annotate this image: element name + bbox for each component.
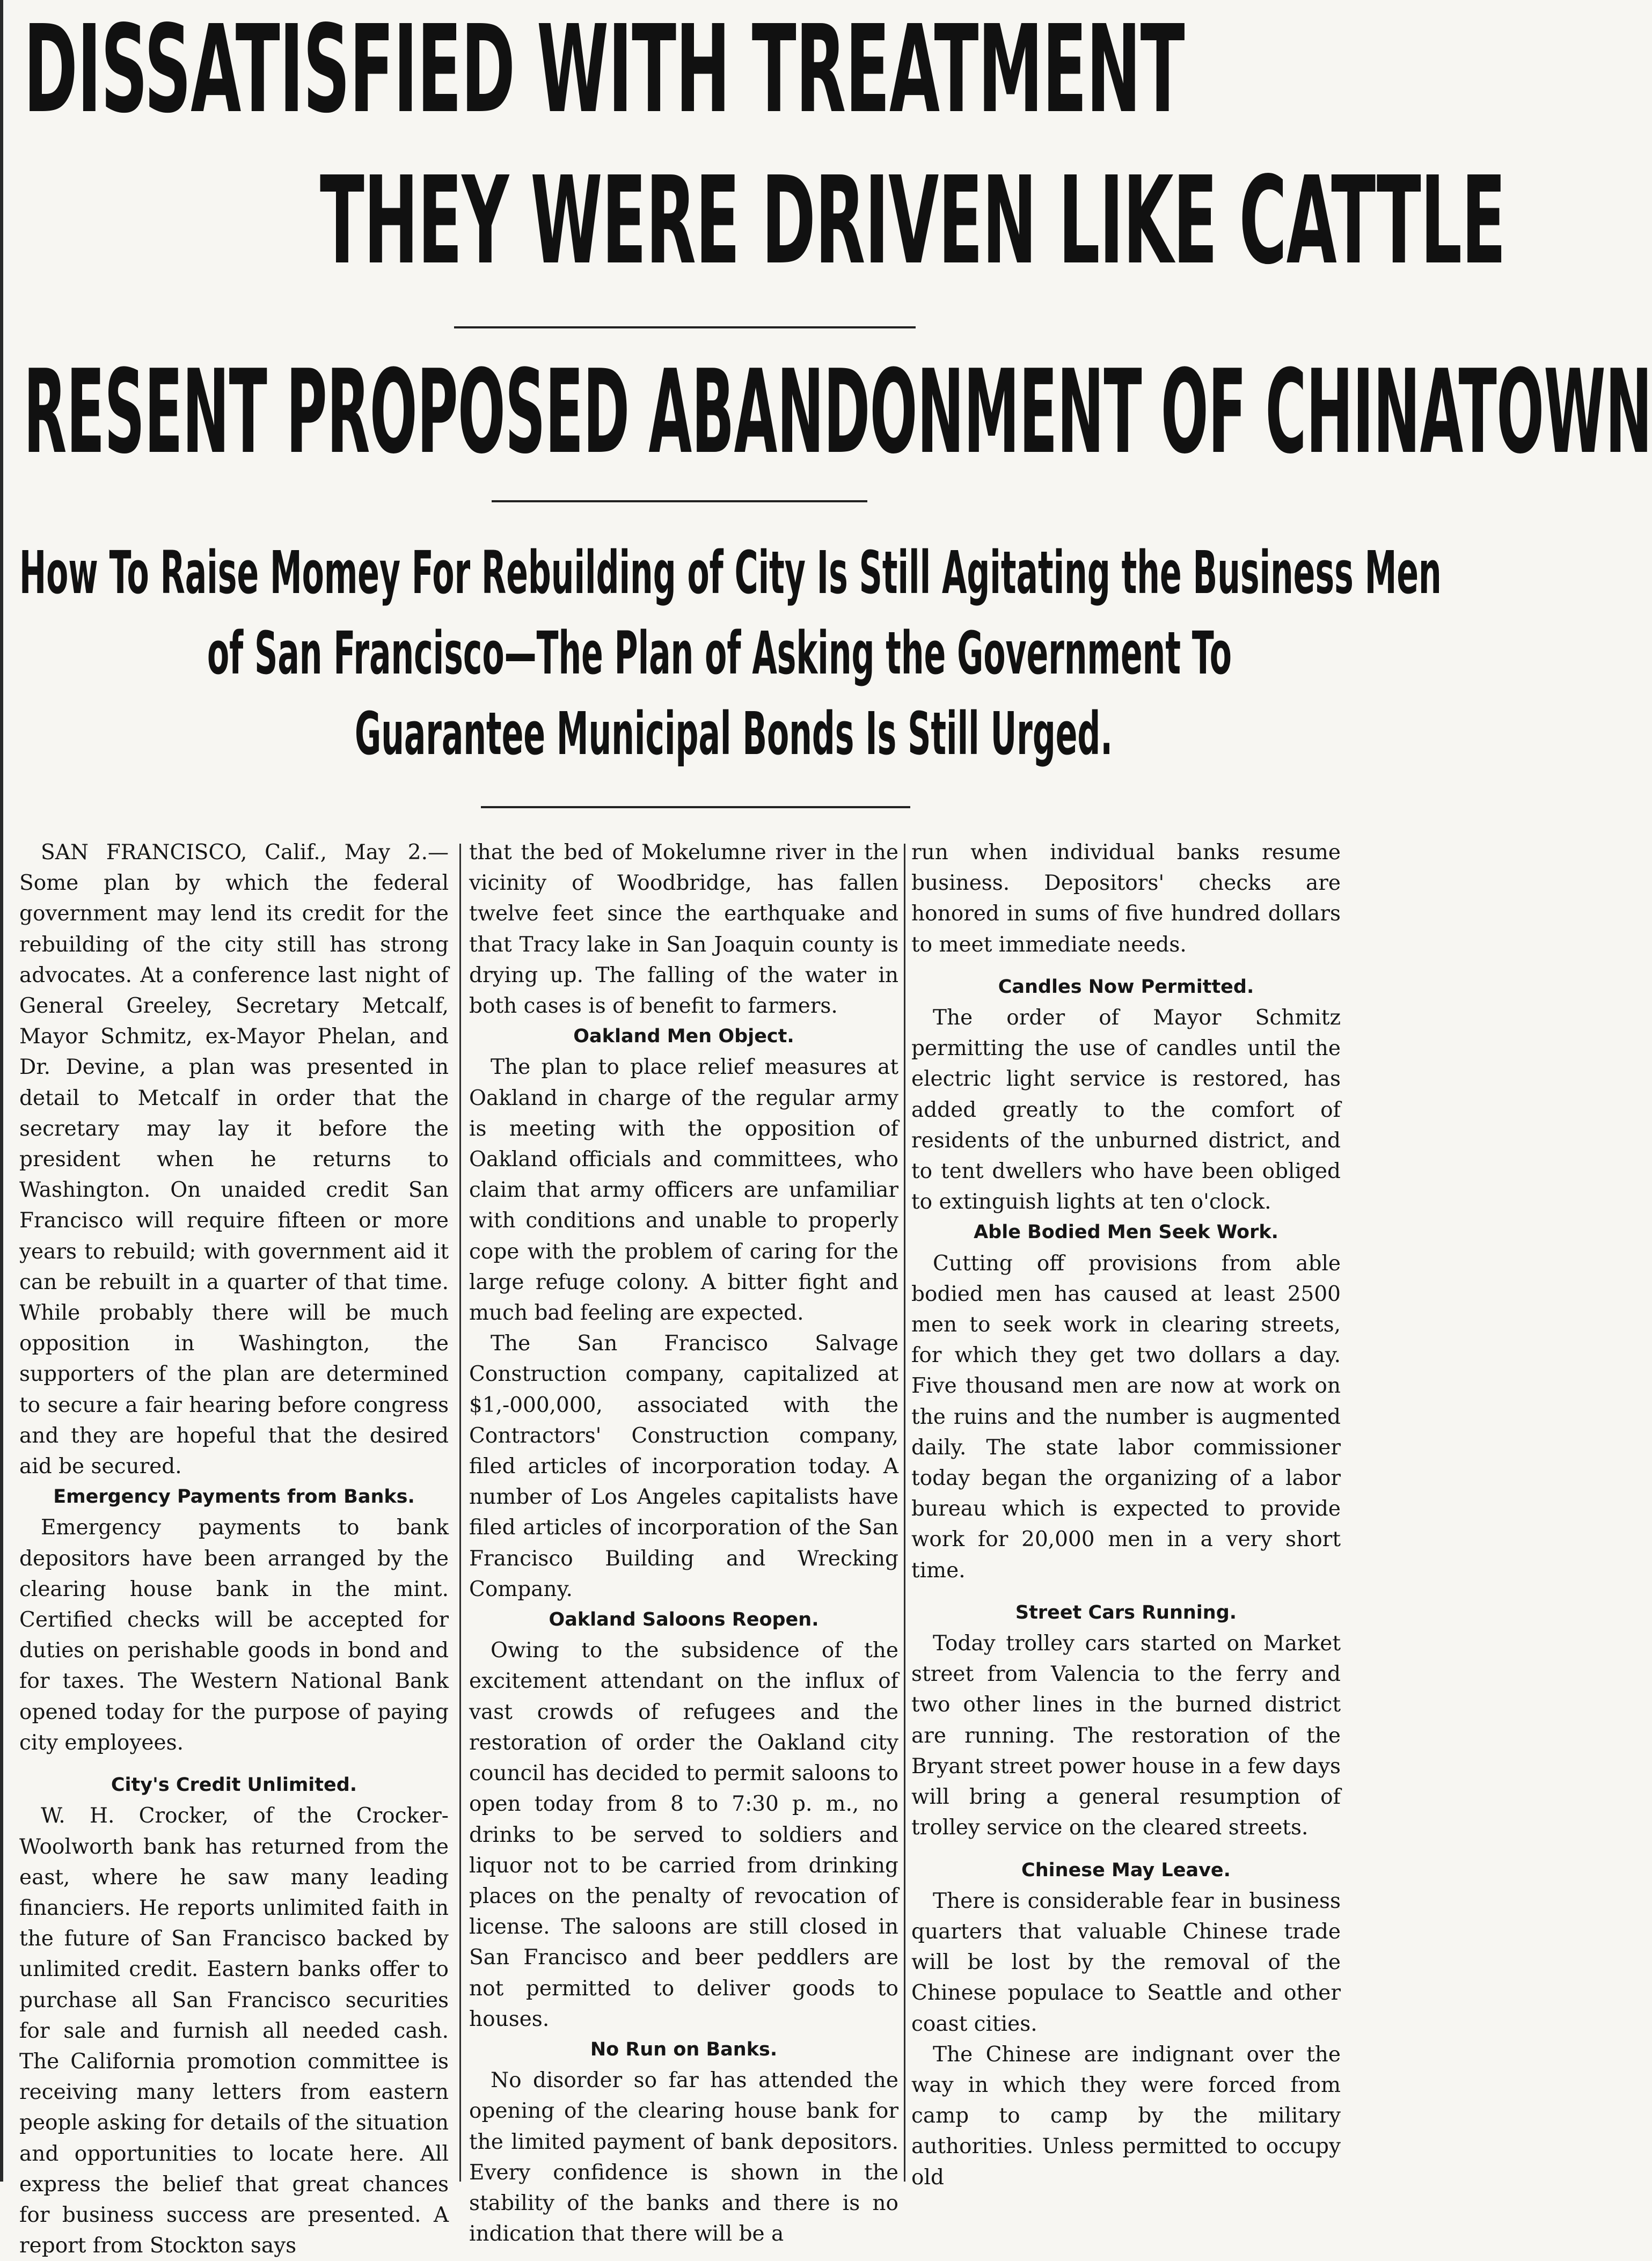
- headline-line-1: DISSATISFIED WITH TREATMENT: [24, 0, 1185, 140]
- article-column-1: [19, 837, 449, 2258]
- subhead-city-credit: City's Credit Unlimited.: [111, 1774, 357, 1796]
- deck-divider: [481, 806, 910, 808]
- article-paragraph-salvage: The San Francisco Salvage Construction company, capitalized at $1,-000,000, associated with the Contractors' Construction company, filed articles of incorporation today. A number of Los Angeles capitalists have filed articles of incorporation of the San Francisco Building and Wrecking Company.: [469, 1331, 898, 1601]
- subhead-able-bodied-men: Able Bodied Men Seek Work.: [974, 1221, 1278, 1243]
- article-column-2: [469, 837, 898, 2247]
- subhead-oakland-men-object: Oakland Men Object.: [573, 1026, 794, 1048]
- headline-line-3: RESENT PROPOSED ABANDONMENT OF CHINATOWN: [24, 345, 1652, 479]
- article-paragraph-credit: W. H. Crocker, of the Crocker-Woolworth bank has returned from the east, where he saw many leading financiers. He reports unlimited faith in the future of San Francisco backed by unlimited credit. Eastern banks offer to purchase all San Francisco securities for sale and furnish all needed cash. The California promotion committee is receiving many letters from eastern people asking for details of the situation and opportunities to locate here. All express the belief that great chances for business success are presented. A report from Stockton says: [19, 1804, 449, 2258]
- article-paragraph-oakland: The plan to place relief measures at Oakland in charge of the regular army is meeting with the opposition of Oakland officials and committees, who claim that army officers are unfamiliar with conditions and unable to properly cope with the problem of caring for the large refuge colony. A bitter fight and much bad feeling are expected.: [469, 1055, 898, 1326]
- subhead-no-run-on-banks: No Run on Banks.: [590, 2038, 778, 2060]
- article-paragraph-chinese-1: There is considerable fear in business quarters that valuable Chinese trade will be lost by the removal of the Chinese populace to Seattle and other coast cities.: [911, 1889, 1341, 2036]
- article-column-3: [911, 837, 1341, 2190]
- article-paragraph-saloons: Owing to the subsidence of the excitement attendant on the influx of vast crowds of refugees and the restoration of order the Oakland city council has decided to permit saloons to open today from 8 to 7:30 p. m., no drinks to be served to soldiers and liquor not to be carried from drinking places on the penalty of revocation of license. The saloons are still closed in San Francisco and beer peddlers are not permitted to deliver goods to houses.: [469, 1638, 898, 2031]
- article-paragraph-credit-continued: that the bed of Mokelumne river in the vicinity of Woodbridge, has fallen twelve feet since the earthquake and that Tracy lake in San Joaquin county is drying up. The falling of the water in both cases is of benefit to farmers.: [469, 840, 898, 1019]
- headline-divider-2: [492, 500, 867, 502]
- subhead-candles-permitted: Candles Now Permitted.: [998, 976, 1254, 998]
- deck-line-1: How To Raise Momey For Rebuilding of City Is Still Agitating the Business Men: [19, 538, 1442, 607]
- article-paragraph-candles: The order of Mayor Schmitz permitting the use of candles until the electric light service is restored, has added greatly to the comfort of residents of the unburned district, and to tent dwellers who have been obliged to extinguish lights at ten o'clock.: [911, 1006, 1341, 1214]
- column-2-flow: [469, 837, 898, 1021]
- article-paragraph-no-run-continued: run when individual banks resume business. Depositors' checks are honored in sums of five hundred dollars to meet immediate needs.: [911, 840, 1341, 957]
- deck-line-3: Guarantee Municipal Bonds Is Still Urged.: [355, 699, 1113, 768]
- headline-line-2: THEY WERE DRIVEN LIKE CATTLE: [320, 151, 1505, 291]
- column-separator-1: [459, 844, 461, 2182]
- article-paragraph-emergency: Emergency payments to bank depositors have been arranged by the clearing house bank in the mint. Certified checks will be accepted for duties on perishable goods in bond and for taxes. The Western National Bank opened today for the purpose of paying city employees.: [19, 1516, 449, 1755]
- article-paragraph-work: Cutting off provisions from able bodied men has caused at least 2500 men to seek work in clearing streets, for which they get two dollars a day. Five thousand men are now at work on the ruins and the number is augmented daily. The state labor commissioner today began the organizing of a labor bureau which is expected to provide work for 20,000 men in a very short time.: [911, 1251, 1341, 1583]
- article-paragraph-intro: SAN FRANCISCO, Calif., May 2.—Some plan by which the federal government may lend its credit for the rebuilding of the city still has strong advocates. At a conference last night of General Greeley, Secretary Metcalf, Mayor Schmitz, ex-Mayor Phelan, and Dr. Devine, a plan was presented in detail to Metcalf in order that the secretary may lay it before the president when he returns to Washington. On unaided credit San Francisco will require fifteen or more years to rebuild; with government aid it can be rebuilt in a quarter of that time. While probably there will be much opposition in Washington, the supporters of the plan are determined to secure a fair hearing before congress and they are hopeful that the desired aid be secured.: [19, 840, 449, 1479]
- subhead-chinese-may-leave: Chinese May Leave.: [1021, 1859, 1231, 1881]
- subhead-street-cars: Street Cars Running.: [1015, 1601, 1237, 1623]
- headline-divider-1: [454, 326, 916, 328]
- article-paragraph-street-cars: Today trolley cars started on Market street from Valencia to the ferry and two other lines in the burned district are running. The restoration of the Bryant street power house in a few days will bring a general resumption of trolley service on the cleared streets.: [911, 1631, 1341, 1840]
- subhead-emergency-payments: Emergency Payments from Banks.: [53, 1486, 415, 1508]
- article-paragraph-chinese-2: The Chinese are indignant over the way in which they were forced from camp to camp by the military authorities. Unless permitted to occupy old: [911, 2042, 1341, 2190]
- article-paragraph-no-run: No disorder so far has attended the opening of the clearing house bank for the limited payment of bank depositors. Every confidence is shown in the stability of the banks and there is no indication that there will be a: [469, 2068, 898, 2247]
- subhead-oakland-saloons: Oakland Saloons Reopen.: [549, 1609, 819, 1631]
- deck-line-2: of San Francisco—The Plan of Asking the Government To: [207, 619, 1232, 687]
- column-separator-2: [904, 844, 905, 2182]
